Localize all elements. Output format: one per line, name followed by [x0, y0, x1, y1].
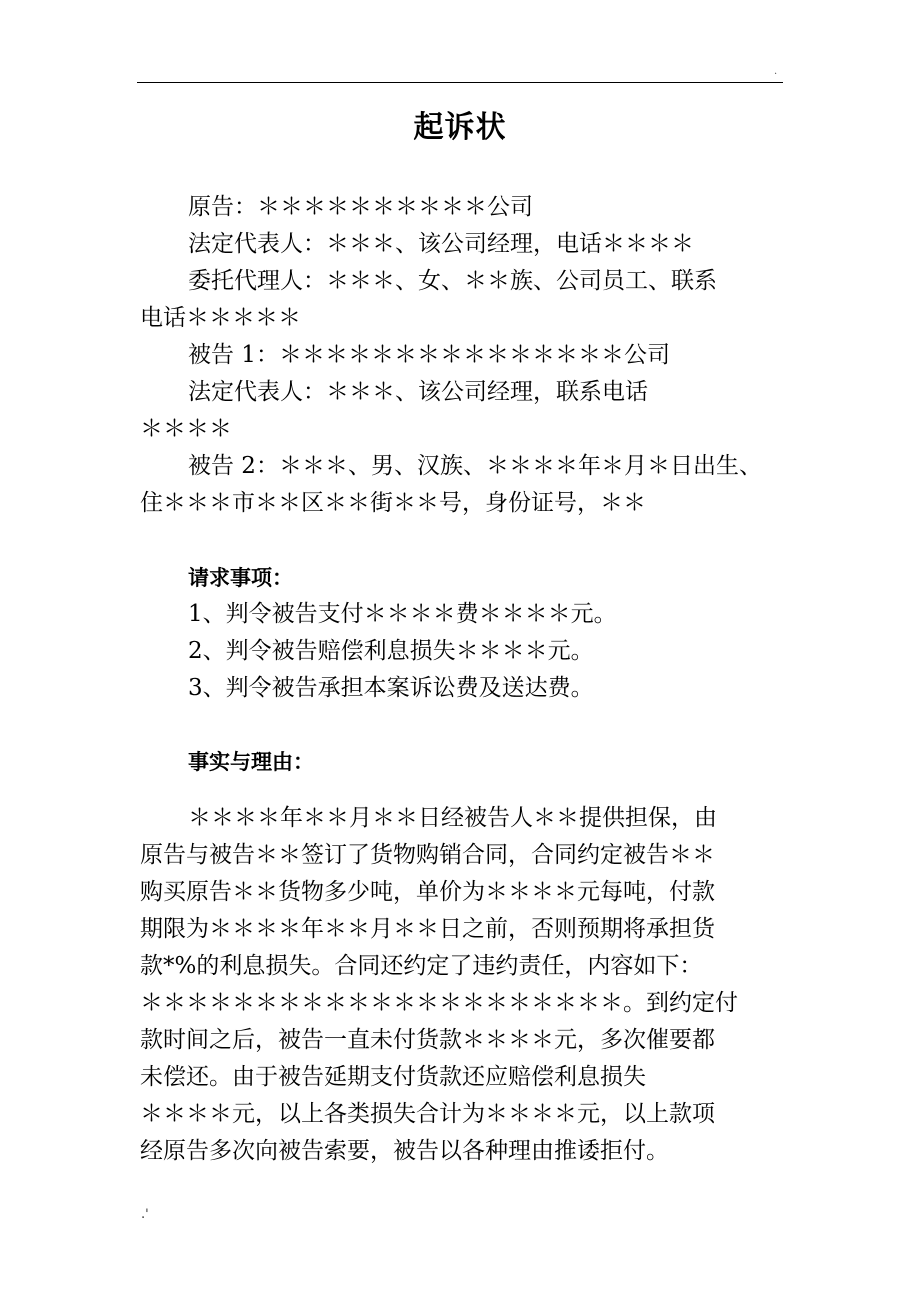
facts-line: ＊＊＊＊＊＊＊＊＊＊＊＊＊＊＊＊＊＊＊＊＊。到约定付	[140, 990, 738, 1016]
facts-line: 款时间之后，被告一直未付货款＊＊＊＊元，多次催要都	[140, 1027, 715, 1053]
claim-item: 2、判令被告赔偿利息损失＊＊＊＊元。	[188, 638, 594, 664]
facts-line: ＊＊＊＊年＊＊月＊＊日经被告人＊＊提供担保，由	[188, 805, 717, 831]
defendant-2-address-line: 住＊＊＊市＊＊区＊＊街＊＊号，身份证号，＊＊	[140, 490, 646, 516]
claim-item: 1、判令被告支付＊＊＊＊费＊＊＊＊元。	[188, 601, 617, 627]
facts-line: 经原告多次向被告索要，被告以各种理由推诿拒付。	[140, 1138, 669, 1164]
header-rule	[137, 82, 783, 83]
document-title: 起诉状	[413, 110, 507, 145]
footer-mark: .'	[141, 1207, 149, 1222]
facts-line: 原告与被告＊＊签订了货物购销合同，合同约定被告＊＊	[140, 842, 715, 868]
plaintiff-representative-line: 法定代表人：＊＊＊、该公司经理，电话＊＊＊＊	[188, 231, 694, 257]
facts-heading: 事实与理由：	[188, 750, 314, 774]
plaintiff-agent-line: 委托代理人：＊＊＊、女、＊＊族、公司员工、联系	[188, 268, 717, 294]
defendant-1-line: 被告 1：＊＊＊＊＊＊＊＊＊＊＊＊＊＊＊公司	[188, 342, 670, 368]
facts-line: 期限为＊＊＊＊年＊＊月＊＊日之前，否则预期将承担货	[140, 916, 715, 942]
facts-line: ＊＊＊＊元，以上各类损失合计为＊＊＊＊元，以上款项	[140, 1101, 715, 1127]
facts-line: 未偿还。由于被告延期支付货款还应赔偿利息损失	[140, 1064, 646, 1090]
defendant-2-line: 被告 2：＊＊＊、男、汉族、＊＊＊＊年＊月＊日出生、	[188, 453, 762, 479]
defendant-1-phone-line: ＊＊＊＊	[140, 416, 232, 442]
claims-heading: 请求事项：	[188, 566, 293, 590]
facts-line: 款*%的利息损失。合同还约定了违约责任，内容如下：	[140, 953, 703, 979]
plaintiff-line: 原告：＊＊＊＊＊＊＊＊＊＊公司	[188, 194, 533, 220]
defendant-1-representative-line: 法定代表人：＊＊＊、该公司经理，联系电话	[188, 379, 648, 405]
facts-line: 购买原告＊＊货物多少吨，单价为＊＊＊＊元每吨，付款	[140, 879, 715, 905]
header-corner-mark: .	[774, 66, 778, 77]
plaintiff-agent-phone-line: 电话＊＊＊＊＊	[140, 305, 301, 331]
claim-item: 3、判令被告承担本案诉讼费及送达费。	[188, 675, 594, 701]
